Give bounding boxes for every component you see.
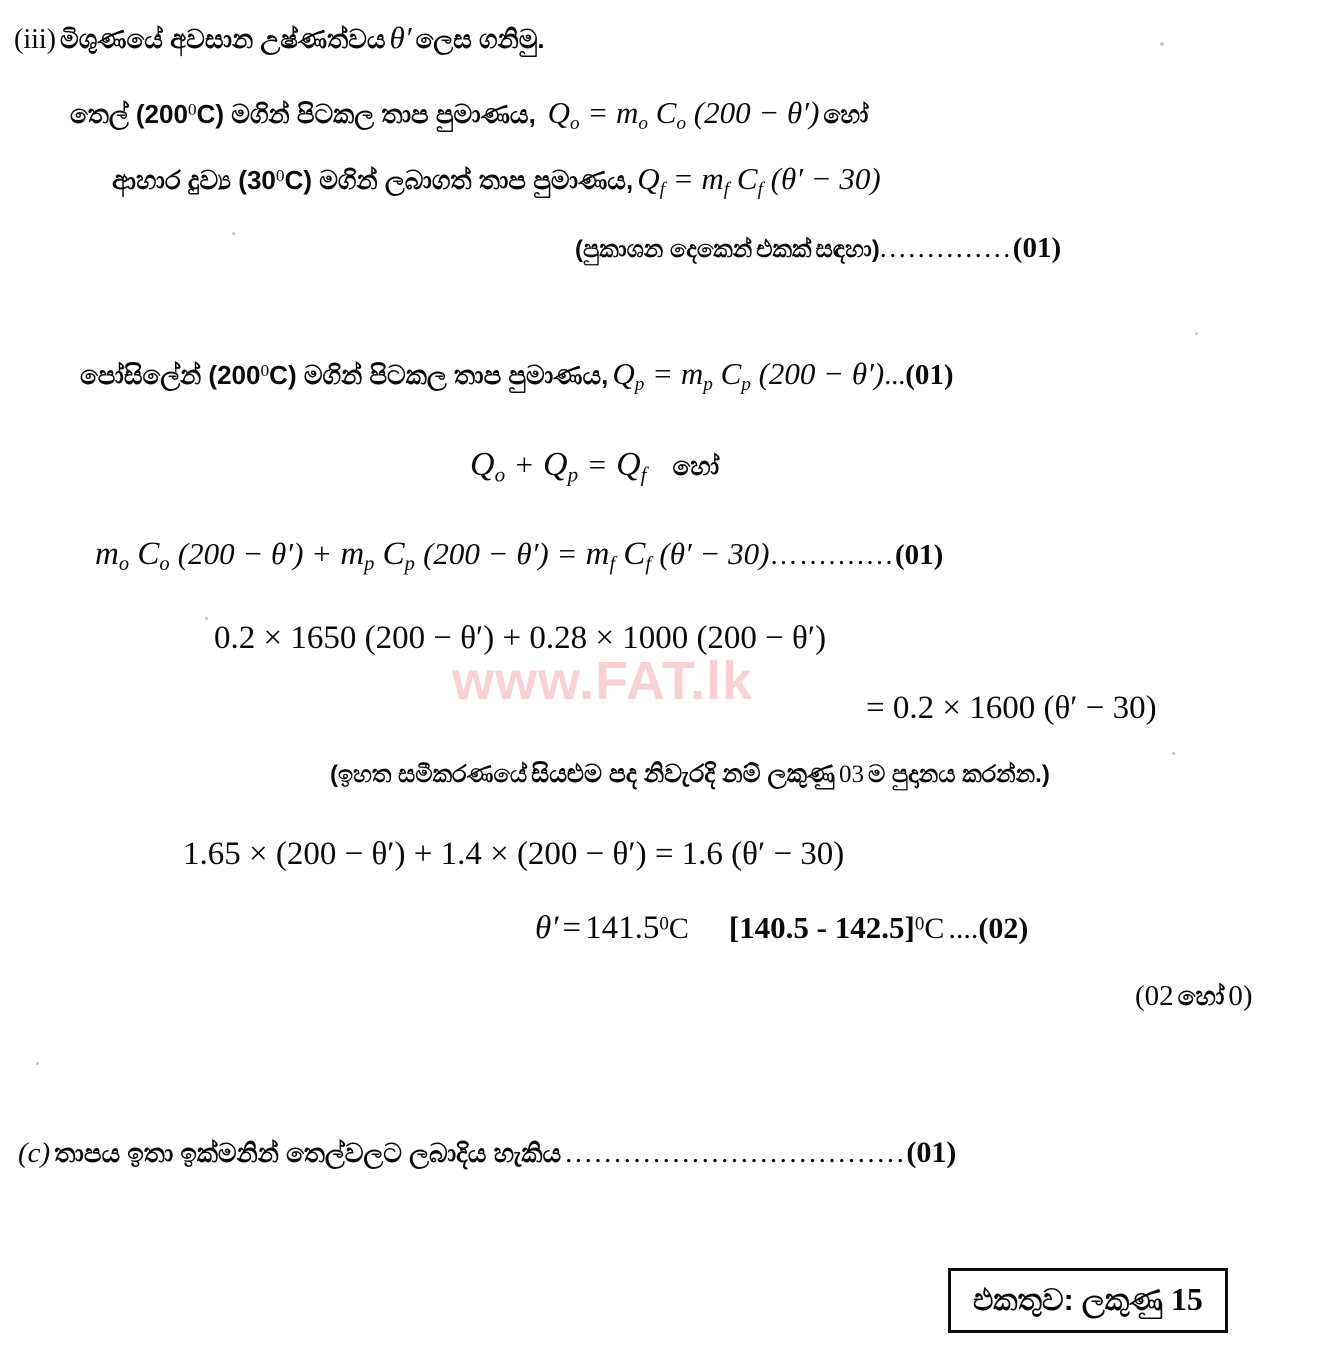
answer-value: 141.5 <box>585 910 660 946</box>
substitution-line-left <box>214 622 826 655</box>
food-equation: $Q_f = m_f$ $C_f$ (θ′ − 30) <box>637 161 881 200</box>
answer-range-degree: 0 <box>914 913 925 935</box>
note-one-of-two-line <box>575 234 1061 263</box>
heat-balance-line <box>470 448 719 485</box>
alt-open: (02 <box>1135 980 1174 1012</box>
answer-degree: 0 <box>659 913 669 935</box>
scan-speck <box>1160 42 1164 46</box>
note2-bold-text: සියළුම පද නිවැරදි නම් ලකුණු <box>531 760 835 788</box>
oil-or-word: හෝ <box>823 101 869 129</box>
oil-equation: $Q_o = m_o$ $C_o$ (200 − θ′) <box>547 95 820 134</box>
porcelain-equation: $Q_p = m_p$ $C_p$ (200 − θ′) <box>612 356 885 395</box>
oil-degree: 0 <box>187 100 197 120</box>
substitution-line-right <box>866 692 1157 725</box>
part-c-marks: (01) <box>906 1136 957 1169</box>
part-c-label: (c) <box>18 1137 51 1169</box>
answer-unit: C <box>668 912 689 945</box>
substitution-left-text: 0.2 × 1650 (200 − θ′) + 0.28 × 1000 (200 − θ′) <box>214 620 827 656</box>
porcelain-text-lead: පෝසිලේන් (200 <box>80 360 261 390</box>
scan-speck <box>36 1062 39 1065</box>
note2-marks-number: 03 <box>838 761 864 788</box>
scan-speck <box>1172 752 1175 755</box>
total-marks-label: එකතුව: ලකුණු <box>973 1284 1163 1317</box>
expanded-dots: ….......... <box>769 540 895 571</box>
simplified-equation-line <box>183 838 844 871</box>
note1-marks: (01) <box>1012 232 1062 264</box>
oil-unit-text: C) මගින් පිටකල තාප පුමාණය, <box>196 99 536 129</box>
answer-symbol: θ′ <box>535 910 559 946</box>
note1-open: (පුකාශන දෙකෙන් <box>575 236 753 263</box>
expanded-equation-line <box>95 538 943 575</box>
watermark-text: www.FAT.lk <box>452 651 754 711</box>
porcelain-heat-line <box>80 358 954 394</box>
simplified-text: 1.65 × (200 − θ′) + 1.4 × (200 − θ′) = 1.6 (θ′ − 30) <box>183 836 845 872</box>
part-iii-text: මිශුණයේ අවසාන උෂ්ණත්වය <box>60 24 386 54</box>
alt-close: 0) <box>1228 980 1253 1012</box>
food-text-lead: ආහාර දුව්‍ය (30 <box>112 165 276 195</box>
total-marks-box <box>948 1268 1228 1333</box>
food-unit-text: C) මගින් ලබාගත් තාප පුමාණය, <box>284 165 634 195</box>
alt-marks-line <box>1135 982 1253 1011</box>
oil-text-lead: තෙල් (200 <box>70 99 188 129</box>
total-marks-value: 15 <box>1170 1281 1203 1317</box>
scan-speck <box>205 617 208 620</box>
part-c-line <box>18 1138 956 1168</box>
food-heat-line <box>112 163 881 199</box>
theta-prime-symbol: θ′ <box>389 20 412 55</box>
food-degree: 0 <box>275 166 285 186</box>
scan-speck <box>1195 332 1198 335</box>
part-c-text: තාපය ඉතා ඉක්මනින් තෙල්වලට ලබාදිය හැකිය <box>54 1138 562 1168</box>
answer-equals: = <box>562 910 582 946</box>
note2-close: ම පුදානය කරන්න.) <box>867 761 1050 788</box>
porcelain-unit-text: C) මගින් පිටකල තාප පුමාණය, <box>269 360 609 390</box>
final-answer-line <box>535 912 1028 945</box>
answer-range-unit: C <box>924 912 945 945</box>
part-iii-line <box>14 22 545 54</box>
porcelain-degree: 0 <box>260 361 270 381</box>
answer-dots: .... <box>948 912 979 945</box>
alt-or-word: හෝ <box>1177 981 1225 1011</box>
answer-range: [140.5 - 142.5] <box>728 910 915 945</box>
porcelain-dots: ... <box>884 360 906 391</box>
note1-bold-word: එකක් <box>756 236 812 263</box>
part-c-dots: ................................... <box>565 1137 907 1169</box>
expanded-marks: (01) <box>894 539 944 571</box>
expanded-equation: $m_o$ $C_o$ $(200 - \theta') + m_p$ $C_p$ $(200 - \theta') = m_f$ $C_f$ (θ′ − 30) <box>95 536 770 576</box>
note1-close: සඳහා) <box>815 236 880 263</box>
heat-balance-or-word: හෝ <box>672 451 720 481</box>
answer-marks: (02) <box>978 912 1029 945</box>
porcelain-marks: (01) <box>905 359 954 391</box>
part-iii-text-tail: ලෙස ගනිමු. <box>415 24 545 54</box>
note2-open: (ඉහත සමීකරණයේ <box>330 761 528 788</box>
part-iii-label: (iii) <box>14 24 56 55</box>
heat-balance-equation: $Q_o + Q_p = Q_f$ <box>470 446 647 487</box>
note1-dots: .............. <box>879 233 1013 264</box>
note-all-terms-line <box>330 762 1050 787</box>
oil-heat-line <box>70 97 868 133</box>
substitution-right-text: = 0.2 × 1600 (θ′ − 30) <box>866 690 1157 726</box>
scan-speck <box>232 232 235 235</box>
